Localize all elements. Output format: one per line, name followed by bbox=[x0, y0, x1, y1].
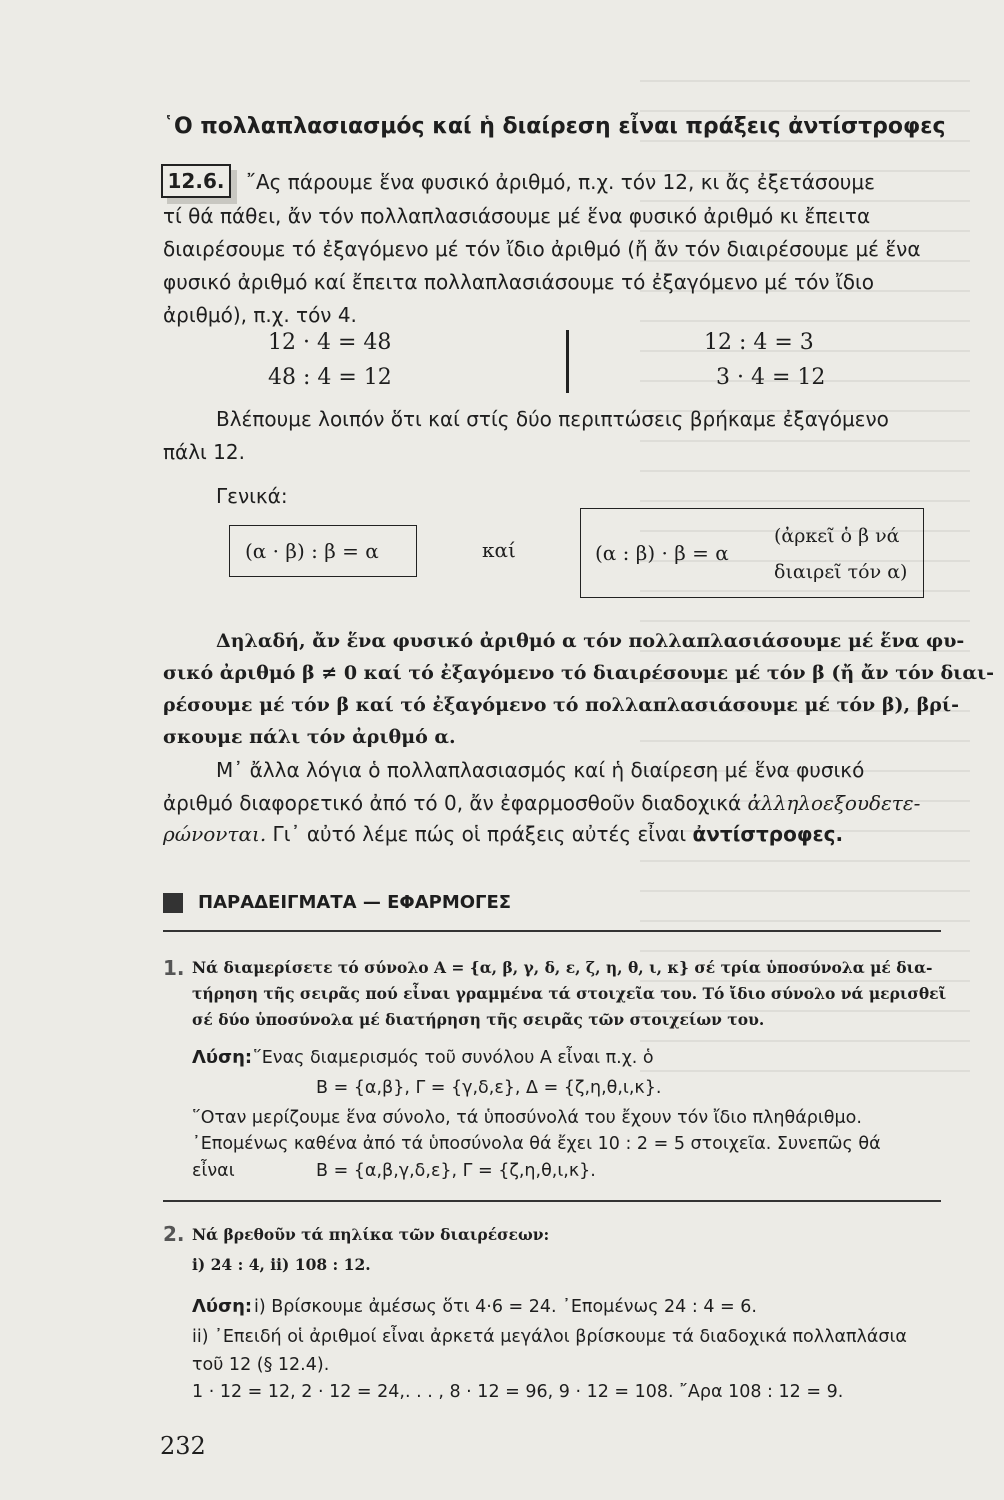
example-2-problem: Νά βρεθοῦν τά πηλίκα τῶν διαιρέσεων: bbox=[192, 1225, 550, 1244]
example-2-number: 2. bbox=[163, 1222, 185, 1246]
other-words-italic-end: ρώνονται. bbox=[163, 822, 267, 846]
other-words-bold: ἀντίστροφες. bbox=[692, 822, 844, 846]
other-words-line-3 bbox=[163, 822, 843, 846]
calc-divider bbox=[566, 330, 569, 393]
calc-right-1: 12 : 4 = 3 bbox=[704, 330, 814, 355]
formula-note-2: διαιρεῖ τόν α) bbox=[774, 561, 908, 583]
other-words-line-1: Μ᾿ ἄλλα λόγια ὁ πολλαπλασιασμός καί ἡ διαίρεση μέ ἕνα φυσικό bbox=[216, 758, 865, 782]
section-line-1: ῎Ας πάρουμε ἕνα φυσικό ἀριθμό, π.χ. τόν 12, κι ἄς ἐξετάσουμε bbox=[246, 170, 875, 194]
other-words-italic: ἀλληλοεξουδετε- bbox=[747, 791, 921, 815]
rule-line-3: ρέσουμε μέ τόν β καί τό ἐξαγόμενο τό πολλαπλασιάσουμε μέ τόν β), βρί- bbox=[163, 694, 960, 716]
observe-line-1: Βλέπουμε λοιπόν ὅτι καί στίς δύο περιπτώσεις βρήκαμε ἐξαγόμενο bbox=[216, 407, 889, 431]
formula-box-left bbox=[229, 525, 417, 577]
calc-left-1: 12 · 4 = 48 bbox=[268, 330, 392, 355]
section-line-5: ἀριθμό), π.χ. τόν 4. bbox=[163, 303, 357, 327]
formula-right: (α : β) · β = α bbox=[595, 541, 729, 565]
example-divider bbox=[163, 1200, 941, 1202]
example-1-problem-2: τήρηση τῆς σειρᾶς πού εἶναι γραμμένα τά στοιχεῖα του. Τό ἴδιο σύνολο νά μερισθεῖ bbox=[192, 984, 947, 1003]
example-1-solution: ῞Ενας διαμερισμός τοῦ συνόλου Α εἶναι π.χ. ὁ bbox=[253, 1048, 654, 1068]
examples-heading: ΠΑΡΑΔΕΙΓΜΑΤΑ — ΕΦΑΡΜΟΓΕΣ bbox=[198, 892, 512, 913]
formula-box-right bbox=[580, 508, 924, 598]
formula-and: καί bbox=[482, 538, 516, 562]
example-1-problem-1: Νά διαμερίσετε τό σύνολο Α = {α, β, γ, δ, ε, ζ, η, θ, ι, κ} σέ τρία ὑποσύνολα μέ δια- bbox=[192, 958, 933, 977]
formula-left: (α · β) : β = α bbox=[245, 539, 379, 563]
page-number: 232 bbox=[160, 1432, 206, 1460]
example-1-problem-3: σέ δύο ὑποσύνολα μέ διατήρηση τῆς σειρᾶς τῶν στοιχείων του. bbox=[192, 1010, 765, 1029]
example-1-solution-label: Λύση: bbox=[192, 1047, 253, 1068]
other-words-plain: ἀριθμό διαφορετικό ἀπό τό 0, ἄν ἐφαρμοσθοῦν διαδοχικά bbox=[163, 791, 748, 815]
section-heading: ῾Ο πολλαπλασιασμός καί ἡ διαίρεση εἶναι πράξεις ἀντίστροφες bbox=[163, 114, 946, 139]
other-words-line-2 bbox=[163, 791, 920, 815]
section-line-4: φυσικό ἀριθμό καί ἔπειτα πολλαπλασιάσουμε τό ἐξαγόμενο μέ τόν ἴδιο bbox=[163, 270, 874, 294]
examples-marker-icon bbox=[163, 893, 183, 913]
example-1-sets: Β = {α,β}, Γ = {γ,δ,ε}, Δ = {ζ,η,θ,ι,κ}. bbox=[316, 1078, 662, 1098]
section-line-2: τί θά πάθει, ἄν τόν πολλαπλασιάσουμε μέ ἕνα φυσικό ἀριθμό κι ἔπειτα bbox=[163, 204, 871, 228]
section-number: 12.6. bbox=[161, 164, 231, 198]
example-1-more-2: ᾿Επομένως καθένα ἀπό τά ὑποσύνολα θά ἔχει 10 : 2 = 5 στοιχεῖα. Συνεπῶς θά bbox=[192, 1134, 881, 1154]
example-2-more-3: 1 · 12 = 12, 2 · 12 = 24,. . . , 8 · 12 = 96, 9 · 12 = 108. ῎Αρα 108 : 12 = 9. bbox=[192, 1382, 844, 1402]
examples-divider bbox=[163, 930, 941, 932]
section-line-3: διαιρέσουμε τό ἐξαγόμενο μέ τόν ἴδιο ἀριθμό (ἤ ἄν τόν διαιρέσουμε μέ ἕνα bbox=[163, 237, 921, 261]
example-2-more-1: ii) ᾿Επειδή οἱ ἀριθμοί εἶναι ἀρκετά μεγάλοι βρίσκουμε τά διαδοχικά πολλαπλάσια bbox=[192, 1327, 907, 1347]
example-2-solution: i) Βρίσκουμε ἀμέσως ὅτι 4·6 = 24. ᾿Επομένως 24 : 4 = 6. bbox=[254, 1297, 757, 1317]
formula-note-1: (ἀρκεῖ ὁ β νά bbox=[774, 525, 900, 547]
calc-right-2: 3 · 4 = 12 bbox=[716, 365, 826, 390]
rule-line-1: Δηλαδή, ἄν ἕνα φυσικό ἀριθμό α τόν πολλαπλασιάσουμε μέ ἕνα φυ- bbox=[216, 630, 965, 652]
rule-line-4: σκουμε πάλι τόν ἀριθμό α. bbox=[163, 726, 456, 748]
example-1-number: 1. bbox=[163, 956, 185, 980]
example-1-last-prefix: εἶναι bbox=[192, 1161, 235, 1181]
example-2-solution-label: Λύση: bbox=[192, 1296, 253, 1317]
example-1-more-1: ῞Οταν μερίζουμε ἕνα σύνολο, τά ὑποσύνολά του ἔχουν τόν ἴδιο πληθάριθμο. bbox=[192, 1108, 862, 1128]
example-2-parts: i) 24 : 4, ii) 108 : 12. bbox=[192, 1255, 371, 1274]
calc-left-2: 48 : 4 = 12 bbox=[268, 365, 392, 390]
rule-line-2: σικό ἀριθμό β ≠ 0 καί τό ἐξαγόμενο τό διαιρέσουμε μέ τόν β (ἤ ἄν τόν διαι- bbox=[163, 662, 995, 684]
other-words-plain-2: Γι᾿ αὐτό λέμε πώς οἱ πράξεις αὐτές εἶναι bbox=[266, 822, 693, 846]
example-2-more-2: τοῦ 12 (§ 12.4). bbox=[192, 1355, 330, 1375]
general-label: Γενικά: bbox=[216, 484, 288, 508]
example-1-last-sets: Β = {α,β,γ,δ,ε}, Γ = {ζ,η,θ,ι,κ}. bbox=[316, 1161, 596, 1181]
observe-line-2: πάλι 12. bbox=[163, 440, 245, 464]
